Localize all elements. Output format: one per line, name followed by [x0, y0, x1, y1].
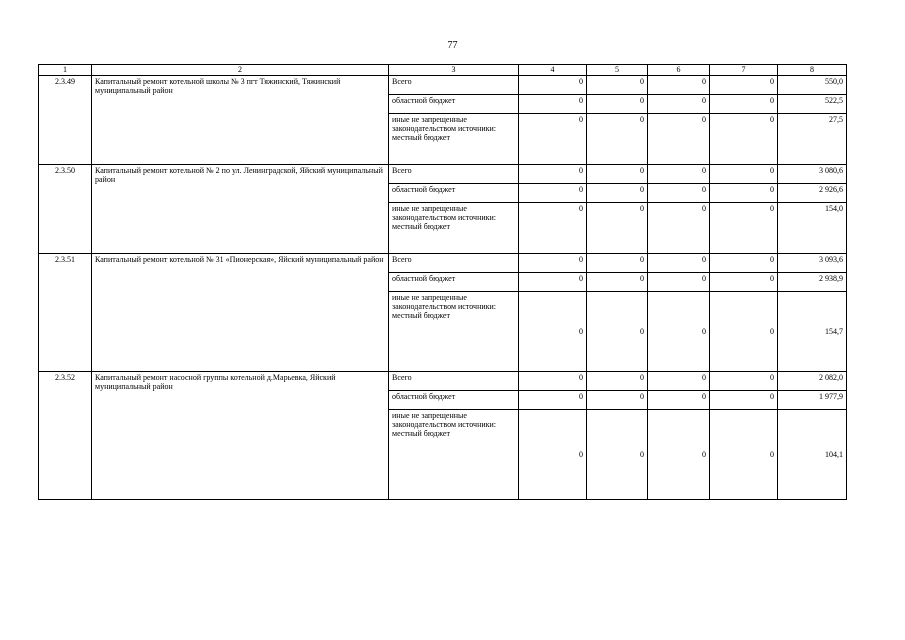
value-cell: 0 [587, 95, 648, 114]
budget-table [38, 64, 847, 500]
value-cell: 0 [587, 76, 648, 95]
item-code: 2.3.51 [39, 254, 92, 372]
value-cell: 0 [587, 203, 648, 254]
item-name: Капитальный ремонт насосной группы котельной д.Марьевка, Яйский муниципальный район [92, 372, 389, 500]
funding-source: областной бюджет [389, 95, 519, 114]
funding-source: иные не запрещенные законодательством источники: местный бюджет [389, 292, 519, 372]
value-cell: 0 [710, 292, 778, 372]
value-cell: 0 [648, 203, 710, 254]
column-header: 5 [587, 65, 648, 76]
item-name: Капитальный ремонт котельной школы № 3 пгт Тяжинский, Тяжинский муниципальный район [92, 76, 389, 165]
value-cell: 0 [587, 184, 648, 203]
value-cell: 0 [710, 203, 778, 254]
item-code: 2.3.52 [39, 372, 92, 500]
value-cell: 0 [648, 372, 710, 391]
value-cell: 3 093,6 [778, 254, 847, 273]
value-cell: 0 [587, 254, 648, 273]
value-cell: 0 [710, 114, 778, 165]
column-header: 1 [39, 65, 92, 76]
value-cell: 0 [587, 273, 648, 292]
value-cell: 0 [519, 254, 587, 273]
funding-source: Всего [389, 165, 519, 184]
funding-source: областной бюджет [389, 184, 519, 203]
value-cell: 0 [519, 391, 587, 410]
value-cell: 0 [710, 273, 778, 292]
value-cell: 104,1 [778, 410, 847, 500]
value-cell: 0 [648, 76, 710, 95]
value-cell: 0 [519, 184, 587, 203]
table-row [39, 165, 847, 184]
funding-source: областной бюджет [389, 391, 519, 410]
funding-source: иные не запрещенные законодательством источники: местный бюджет [389, 410, 519, 500]
column-header: 2 [92, 65, 389, 76]
value-cell: 0 [587, 410, 648, 500]
value-cell: 0 [587, 165, 648, 184]
funding-source: Всего [389, 76, 519, 95]
value-cell: 2 938,9 [778, 273, 847, 292]
column-header: 7 [710, 65, 778, 76]
value-cell: 2 082,0 [778, 372, 847, 391]
value-cell: 0 [648, 254, 710, 273]
value-cell: 0 [648, 114, 710, 165]
funding-source: Всего [389, 372, 519, 391]
value-cell: 0 [648, 165, 710, 184]
value-cell: 0 [587, 391, 648, 410]
item-name: Капитальный ремонт котельной № 31 «Пионерская», Яйский муниципальный район [92, 254, 389, 372]
value-cell: 550,0 [778, 76, 847, 95]
value-cell: 0 [648, 410, 710, 500]
funding-source: Всего [389, 254, 519, 273]
value-cell: 0 [710, 372, 778, 391]
value-cell: 0 [710, 184, 778, 203]
value-cell: 3 080,6 [778, 165, 847, 184]
value-cell: 0 [710, 391, 778, 410]
funding-source: областной бюджет [389, 273, 519, 292]
value-cell: 0 [519, 203, 587, 254]
value-cell: 0 [519, 95, 587, 114]
value-cell: 0 [648, 391, 710, 410]
funding-source: иные не запрещенные законодательством источники: местный бюджет [389, 203, 519, 254]
value-cell: 0 [519, 114, 587, 165]
value-cell: 0 [648, 292, 710, 372]
column-header: 6 [648, 65, 710, 76]
value-cell: 0 [710, 410, 778, 500]
value-cell: 0 [519, 273, 587, 292]
value-cell: 0 [648, 273, 710, 292]
column-header: 8 [778, 65, 847, 76]
value-cell: 154,0 [778, 203, 847, 254]
value-cell: 0 [587, 292, 648, 372]
value-cell: 0 [519, 410, 587, 500]
table-row [39, 76, 847, 95]
value-cell: 522,5 [778, 95, 847, 114]
value-cell: 0 [710, 76, 778, 95]
page-number: 77 [447, 40, 458, 51]
value-cell: 0 [648, 184, 710, 203]
value-cell: 0 [519, 165, 587, 184]
value-cell: 0 [519, 76, 587, 95]
item-code: 2.3.49 [39, 76, 92, 165]
value-cell: 0 [710, 254, 778, 273]
value-cell: 27,5 [778, 114, 847, 165]
table-row [39, 254, 847, 273]
value-cell: 0 [587, 114, 648, 165]
value-cell: 0 [519, 372, 587, 391]
value-cell: 2 926,6 [778, 184, 847, 203]
value-cell: 0 [648, 95, 710, 114]
column-header: 4 [519, 65, 587, 76]
header-row [39, 65, 847, 76]
item-name: Капитальный ремонт котельной № 2 по ул. Ленинградской, Яйский муниципальный район [92, 165, 389, 254]
column-header: 3 [389, 65, 519, 76]
funding-source: иные не запрещенные законодательством источники: местный бюджет [389, 114, 519, 165]
value-cell: 0 [519, 292, 587, 372]
value-cell: 1 977,9 [778, 391, 847, 410]
item-code: 2.3.50 [39, 165, 92, 254]
value-cell: 0 [710, 95, 778, 114]
value-cell: 0 [710, 165, 778, 184]
value-cell: 154,7 [778, 292, 847, 372]
value-cell: 0 [587, 372, 648, 391]
table-row [39, 372, 847, 391]
